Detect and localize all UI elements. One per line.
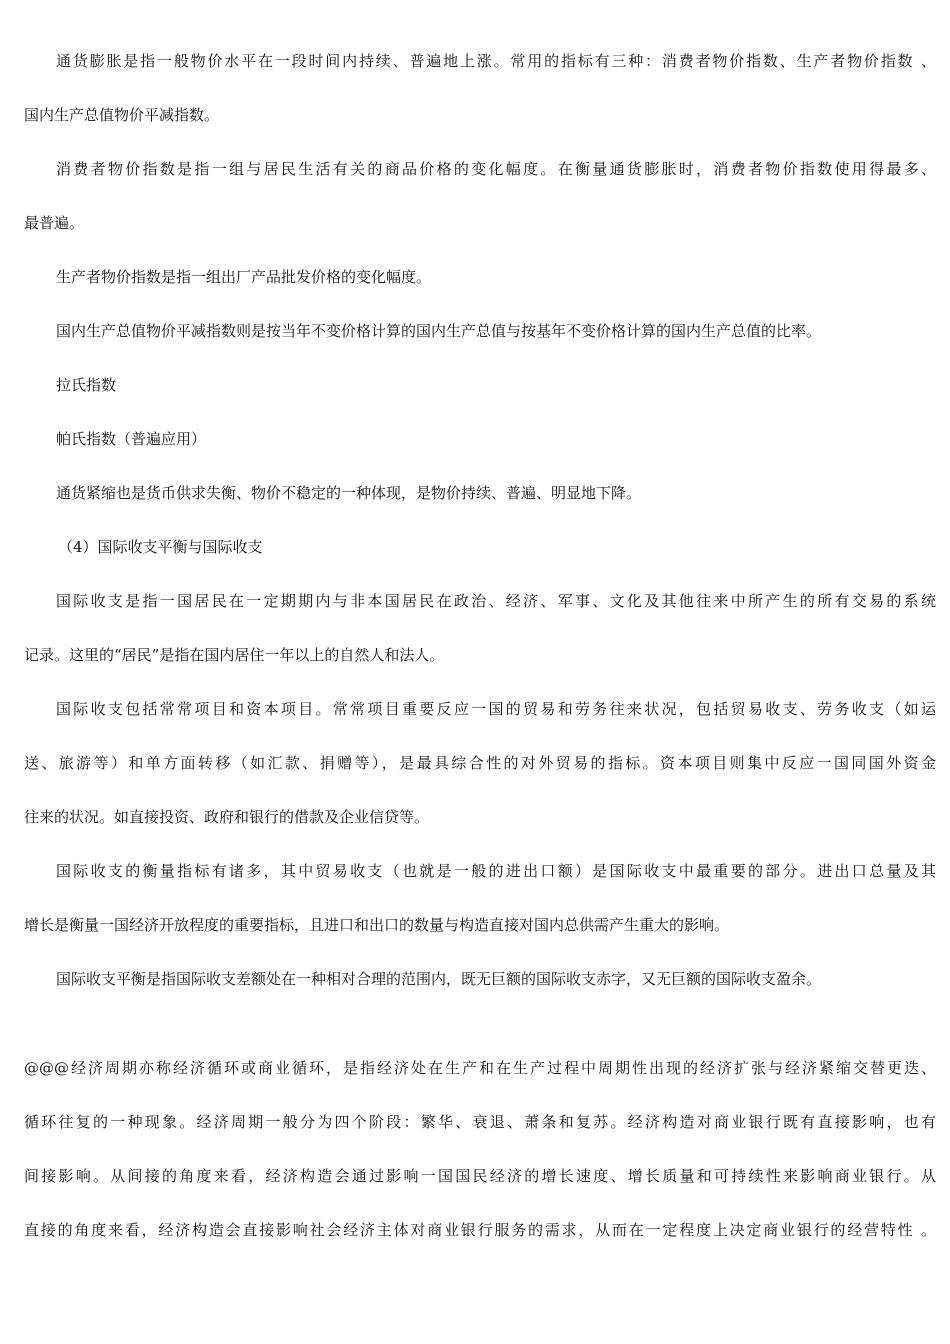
paragraph-bop-items-line-2: 送、旅游等）和单方面转移（如汇款、捐赠等），是最具综合性的对外贸易的指标。资本项目则集中反应一国同国外资金 — [24, 754, 936, 772]
paragraph-business-cycle-line-2: 循环往复的一种现象。经济周期一般分为四个阶段：繁华、衰退、萧条和复苏。经济构造对商业银行既有直接影响，也有 — [24, 1113, 936, 1131]
paragraph-inflation-line-2: 国内生产总值物价平减指数。 — [24, 106, 220, 124]
paragraph-bop-measures-line-2: 增长是衡量一国经济开放程度的重要指标，且进口和出口的数量与构造直接对国内总供需产生重大的影响。 — [24, 916, 730, 934]
paragraph-laspeyres: 拉氏指数 — [56, 376, 117, 394]
paragraph-inflation-line-1: 通货膨胀是指一般物价水平在一段时间内持续、普遍地上涨。常用的指标有三种：消费者物价指数、生产者物价指数 、 — [56, 52, 936, 70]
paragraph-bop-measures-line-1: 国际收支的衡量指标有诸多，其中贸易收支（也就是一般的进出口额）是国际收支中最重要的部分。进出口总量及其 — [56, 862, 936, 880]
paragraph-deflation: 通货紧缩也是货币供求失衡、物价不稳定的一种体现，是物价持续、普遍、明显地下降。 — [56, 484, 642, 502]
paragraph-bop-items-line-1: 国际收支包括常常项目和资本项目。常常项目重要反应一国的贸易和劳务往来状况，包括贸易收支、劳务收支（如运 — [56, 700, 936, 718]
paragraph-bop-items-line-3: 往来的状况。如直接投资、政府和银行的借款及企业信贷等。 — [24, 808, 430, 826]
section-heading-balance-of-payments: （4）国际收支平衡与国际收支 — [58, 538, 263, 556]
paragraph-bop-definition-line-1: 国际收支是指一国居民在一定期期内与非本国居民在政治、经济、军事、文化及其他往来中所产生的所有交易的系统 — [56, 592, 936, 610]
paragraph-gdp-deflator: 国内生产总值物价平减指数则是按当年不变价格计算的国内生产总值与按基年不变价格计算的国内生产总值的比率。 — [56, 322, 822, 340]
paragraph-bop-balance: 国际收支平衡是指国际收支差额处在一种相对合理的范围内，既无巨额的国际收支赤字，又无巨额的国际收支盈余。 — [56, 970, 822, 988]
paragraph-business-cycle-line-4: 直接的角度来看，经济构造会直接影响社会经济主体对商业银行服务的需求，从而在一定程度上决定商业银行的经营特性 。 — [24, 1221, 936, 1239]
paragraph-business-cycle-line-3: 间接影响。从间接的角度来看，经济构造会通过影响一国国民经济的增长速度、增长质量和可持续性来影响商业银行。从 — [24, 1167, 936, 1185]
paragraph-bop-definition-line-2: 记录。这里的“居民”是指在国内居住一年以上的自然人和法人。 — [24, 646, 445, 664]
paragraph-paasche: 帕氏指数（普遍应用） — [56, 430, 207, 448]
paragraph-cpi-line-1: 消费者物价指数是指一组与居民生活有关的商品价格的变化幅度。在衡量通货膨胀时，消费者物价指数使用得最多、 — [56, 160, 936, 178]
paragraph-cpi-line-2: 最普遍。 — [24, 214, 85, 232]
paragraph-ppi: 生产者物价指数是指一组出厂产品批发价格的变化幅度。 — [56, 268, 432, 286]
paragraph-business-cycle-line-1: @@@经济周期亦称经济循环或商业循环，是指经济处在生产和在生产过程中周期性出现的经济扩张与经济紧缩交替更迭、 — [24, 1059, 936, 1077]
